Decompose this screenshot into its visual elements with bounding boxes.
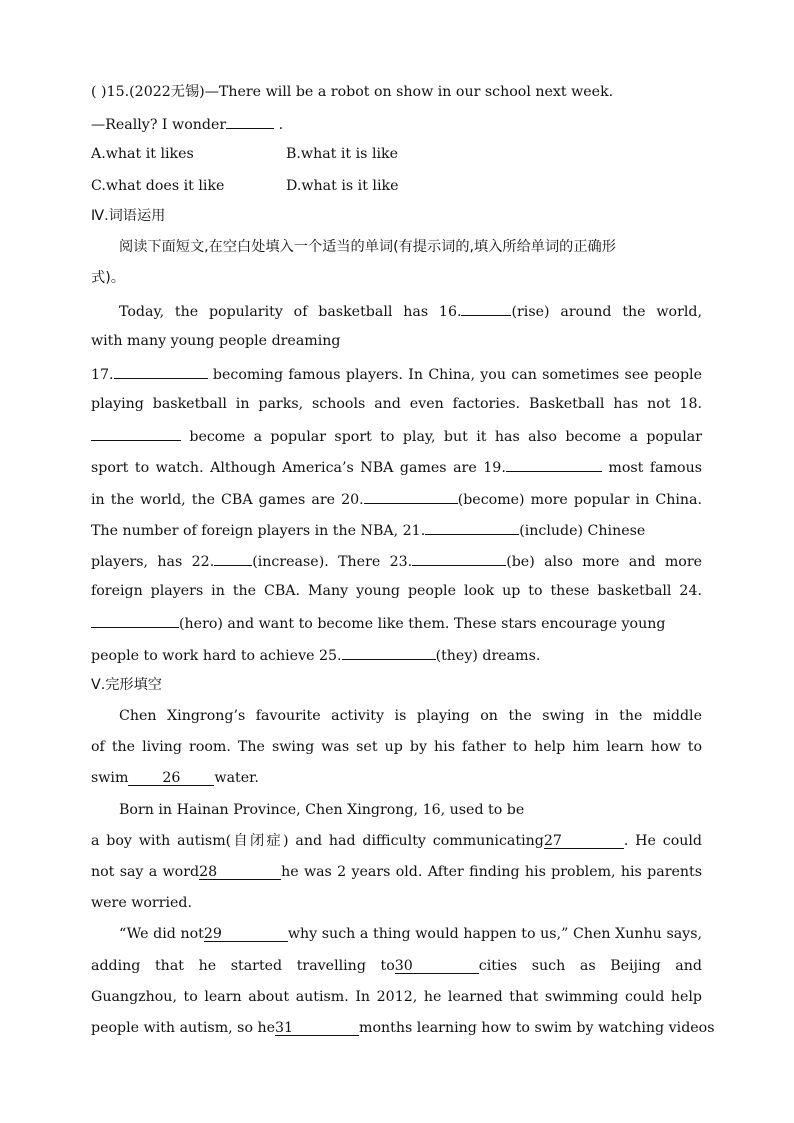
blank-17[interactable] xyxy=(114,363,208,379)
blank-21[interactable] xyxy=(425,519,519,535)
blank-23[interactable] xyxy=(412,550,506,566)
cloze-line: “We did not29 why such a thing would happen to us,” Chen Xunhu says, xyxy=(119,926,702,942)
cloze-line: adding that he started travelling to30 cities such as Beijing and xyxy=(91,958,702,974)
passage-line: become a popular sport to play, but it has also become a popular xyxy=(91,425,702,447)
blank-20[interactable] xyxy=(364,488,458,504)
passage-line: (hero) and want to become like them. These stars encourage young xyxy=(91,612,665,634)
cloze-line: Guangzhou, to learn about autism. In 2012, he learned that swimming could help xyxy=(91,989,702,1005)
cloze-line: Born in Hainan Province, Chen Xingrong, 16, used to be xyxy=(119,802,525,818)
q15-option-d[interactable]: D.what is it like xyxy=(286,178,399,194)
cloze-line: people with autism, so he31 months learning how to swim by watching videos xyxy=(91,1020,715,1036)
q15-options-row1 xyxy=(91,144,398,164)
passage-line: Today, the popularity of basketball has 16. (rise) around the world, xyxy=(119,300,702,322)
q15-option-b[interactable]: B.what it is like xyxy=(286,146,399,162)
blank-31[interactable]: 31 xyxy=(275,1020,359,1036)
passage-line: 17. becoming famous players. In China, you can sometimes see people xyxy=(91,363,702,385)
blank-19[interactable] xyxy=(506,456,602,472)
q15-options-row2 xyxy=(91,176,398,196)
passage-line: people to work hard to achieve 25. (they) dreams. xyxy=(91,644,540,666)
section-5-heading: Ⅴ.完形填空 xyxy=(91,677,162,693)
q15-response xyxy=(91,113,283,135)
blank-29[interactable]: 29 xyxy=(204,926,288,942)
section-4-heading: Ⅳ.词语运用 xyxy=(91,208,166,224)
q15-response-end: . xyxy=(274,117,284,133)
cloze-line: were worried. xyxy=(91,895,193,911)
passage-line: with many young people dreaming xyxy=(91,333,341,349)
passage-line: in the world, the CBA games are 20. (become) more popular in China. xyxy=(91,488,702,510)
blank-30[interactable]: 30 xyxy=(395,958,479,974)
blank-22[interactable] xyxy=(214,550,252,566)
passage-line: players, has 22. (increase). There 23. (be) also more and more xyxy=(91,550,702,572)
section-4-instruction-cont: 式)。 xyxy=(91,270,125,286)
passage-line: foreign players in the CBA. Many young people look up to these basketball 24. xyxy=(91,583,702,599)
blank-24[interactable] xyxy=(91,612,179,628)
q15-blank[interactable] xyxy=(226,113,274,129)
passage-line: playing basketball in parks, schools and even factories. Basketball has not 18. xyxy=(91,396,702,412)
cloze-line: swim 26 water. xyxy=(91,770,259,786)
cloze-line: a boy with autism(自闭症) and had difficulty communicating27 . He could xyxy=(91,833,702,849)
q15-response-text: —Really? I wonder xyxy=(91,117,227,133)
passage-line: The number of foreign players in the NBA, 21. (include) Chinese xyxy=(91,519,645,541)
cloze-line: of the living room. The swing was set up by his father to help him learn how to xyxy=(91,739,702,755)
blank-16[interactable] xyxy=(461,300,511,316)
cloze-line: not say a word28 he was 2 years old. After finding his problem, his parents xyxy=(91,864,702,880)
q15-stem: ( )15.(2022无锡)—There will be a robot on show in our school next week. xyxy=(91,84,614,100)
blank-25[interactable] xyxy=(342,644,436,660)
q15-option-c[interactable]: C.what does it like xyxy=(91,178,225,194)
passage-line: sport to watch. Although America’s NBA games are 19. most famous xyxy=(91,456,702,478)
blank-28[interactable]: 28 xyxy=(199,864,281,880)
section-4-instruction: 阅读下面短文,在空白处填入一个适当的单词(有提示词的,填入所给单词的正确形 xyxy=(119,239,616,255)
cloze-line: Chen Xingrong’s favourite activity is playing on the swing in the middle xyxy=(119,708,702,724)
blank-26[interactable]: 26 xyxy=(128,770,214,786)
q15-option-a[interactable]: A.what it likes xyxy=(91,146,194,162)
blank-18[interactable] xyxy=(91,425,181,441)
blank-27[interactable]: 27 xyxy=(544,833,624,849)
